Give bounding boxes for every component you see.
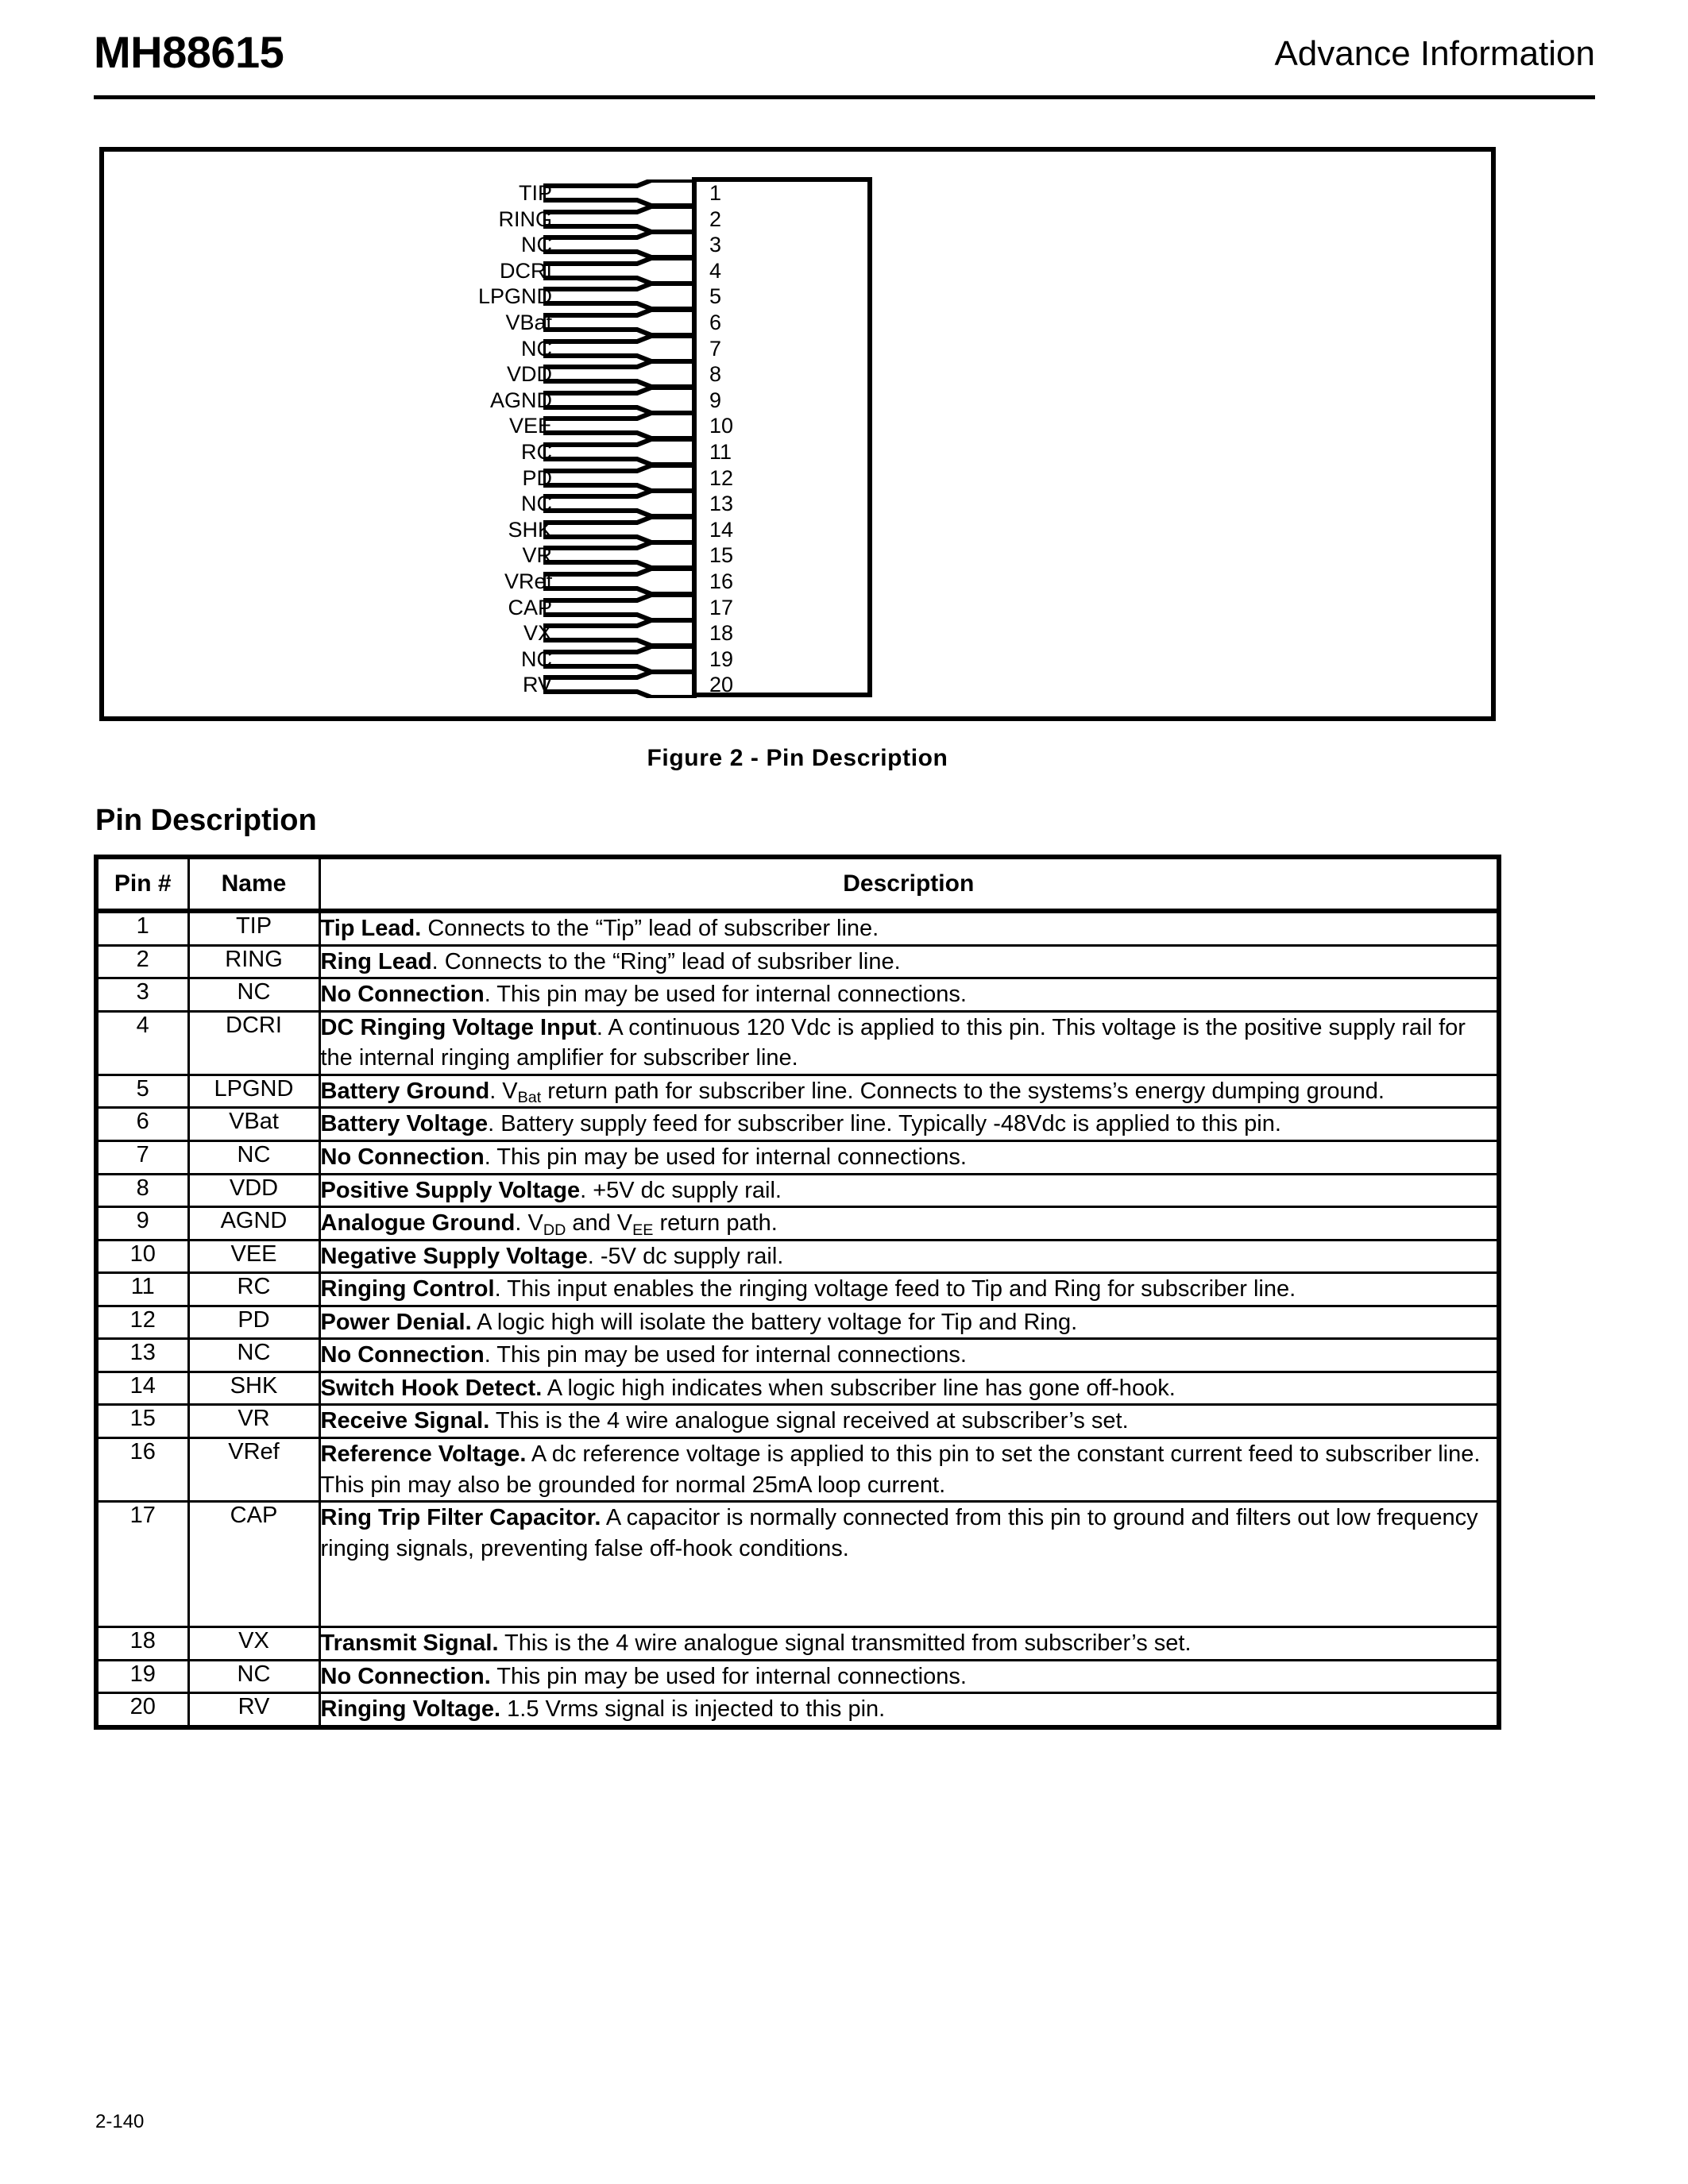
pin-description-body: . This input enables the ringing voltage feed to Tip and Ring for subscriber line. (494, 1276, 1296, 1302)
pin-description-table-wrapper (94, 855, 1501, 1730)
cell-pin-name: CAP (188, 1502, 319, 1627)
pin-number-label: 15 (709, 543, 734, 568)
pin-number-label: 5 (709, 284, 722, 309)
column-header-name: Name (188, 859, 319, 911)
pin-row (104, 206, 1491, 233)
cell-pin-name: RING (188, 945, 319, 978)
cell-pin-number: 1 (98, 911, 188, 945)
pin-lead-icon (543, 594, 697, 621)
pin-lead-icon (543, 516, 697, 543)
cell-pin-number: 5 (98, 1075, 188, 1108)
pin-lead-icon (543, 542, 697, 569)
column-header-pin: Pin # (98, 859, 188, 911)
pin-description-term: Battery Ground (320, 1078, 490, 1104)
pin-row (104, 646, 1491, 673)
pin-signal-label: RING (498, 206, 552, 231)
pin-row (104, 257, 1491, 284)
cell-pin-number: 6 (98, 1108, 188, 1141)
pin-lead-icon (543, 231, 697, 258)
cell-pin-number: 20 (98, 1693, 188, 1725)
pin-description-body: 1.5 Vrms signal is injected to this pin. (500, 1696, 886, 1723)
pin-description-body: This is the 4 wire analogue signal transmitted from subscriber’s set. (498, 1630, 1192, 1657)
pin-number-label: 1 (709, 181, 722, 205)
pin-signal-label: VEE (508, 414, 552, 438)
cell-pin-name: RC (188, 1273, 319, 1306)
pin-lead-icon (543, 490, 697, 517)
pin-signal-label: VBat (505, 311, 552, 334)
pin-signal-label: VX (523, 621, 552, 646)
pin-description-body: Connects to the “Tip” lead of subscriber line. (421, 916, 879, 941)
cell-pin-number: 7 (98, 1140, 188, 1174)
document-status-label: Advance Information (1274, 34, 1595, 73)
cell-pin-description (319, 945, 1497, 978)
pin-description-body: A dc reference voltage is applied to this pin to set the constant current feed to subscriber line. This pin may also be grounded for normal 25mA loop current. (320, 1441, 1481, 1498)
pin-lead-icon (543, 465, 697, 492)
pin-number-label: 17 (709, 595, 734, 619)
pin-lead-icon (543, 179, 697, 206)
pin-signal-label: LPGND (477, 284, 552, 309)
cell-pin-description (319, 1174, 1497, 1207)
table-row (98, 1438, 1497, 1502)
table-row (98, 1240, 1497, 1273)
pin-lead-icon (543, 671, 697, 698)
pin-description-term: No Connection (320, 1144, 485, 1170)
pin-description-term: Reference Voltage. (320, 1441, 527, 1467)
cell-pin-name: VX (188, 1627, 319, 1661)
pin-number-label: 18 (709, 621, 734, 646)
pin-row (104, 619, 1491, 646)
cell-pin-description (319, 1502, 1497, 1627)
cell-pin-description (319, 1660, 1497, 1693)
pin-description-term: Battery Voltage (320, 1111, 489, 1137)
cell-pin-name: VBat (188, 1108, 319, 1141)
pin-number-label: 2 (709, 206, 722, 231)
pin-description-term: Analogue Ground (320, 1210, 516, 1237)
pin-description-term: Receive Signal. (320, 1408, 490, 1434)
pin-description-term: Switch Hook Detect. (320, 1375, 543, 1401)
pin-description-body: This is the 4 wire analogue signal received at subscriber’s set. (489, 1408, 1129, 1434)
pin-description-body: . +5V dc supply rail. (580, 1177, 782, 1203)
pin-description-term: No Connection (320, 1342, 485, 1368)
pin-number-label: 16 (709, 569, 734, 593)
cell-pin-description (319, 1273, 1497, 1306)
cell-pin-description (319, 978, 1497, 1012)
pin-row (104, 283, 1491, 310)
pin-description-term: No Connection (320, 982, 485, 1008)
pin-signal-label: TIP (518, 181, 552, 205)
cell-pin-name: VR (188, 1405, 319, 1438)
table-row (98, 1339, 1497, 1372)
pin-description-term: Ring Trip Filter Capacitor. (320, 1505, 601, 1531)
cell-pin-number: 3 (98, 978, 188, 1012)
pin-description-body: A logic high will isolate the battery voltage for Tip and Ring. (471, 1309, 1078, 1335)
pin-row (104, 361, 1491, 388)
cell-pin-number: 12 (98, 1306, 188, 1339)
pin-signal-label: NC (521, 233, 552, 257)
table-header-row (98, 859, 1497, 911)
pin-signal-label: NC (521, 646, 552, 671)
cell-pin-number: 8 (98, 1174, 188, 1207)
cell-pin-name: NC (188, 1140, 319, 1174)
pin-signal-label: NC (521, 492, 552, 516)
pin-number-label: 3 (709, 233, 722, 257)
page-header (94, 25, 1595, 98)
pin-signal-label: VDD (506, 362, 552, 387)
table-row (98, 1108, 1497, 1141)
cell-pin-description (319, 1372, 1497, 1405)
cell-pin-number: 19 (98, 1660, 188, 1693)
table-row (98, 1405, 1497, 1438)
table-row (98, 1372, 1497, 1405)
pin-description-table (98, 859, 1497, 1725)
cell-pin-description (319, 1240, 1497, 1273)
table-row (98, 1306, 1497, 1339)
pin-signal-label: NC (521, 336, 552, 361)
pin-description-body: . $V_{DD}$ and $V_{EE}$ return path. (515, 1210, 778, 1239)
pin-row (104, 335, 1491, 362)
pin-row (104, 387, 1491, 414)
cell-pin-description (319, 1108, 1497, 1141)
pin-lead-icon (543, 361, 697, 388)
pin-number-label: 4 (709, 258, 722, 283)
cell-pin-name: PD (188, 1306, 319, 1339)
cell-pin-number: 9 (98, 1207, 188, 1241)
cell-pin-number: 11 (98, 1273, 188, 1306)
cell-pin-description (319, 1207, 1497, 1241)
table-row (98, 1627, 1497, 1661)
pin-lead-icon (543, 438, 697, 465)
cell-pin-description (319, 1075, 1497, 1108)
cell-pin-description (319, 1693, 1497, 1725)
cell-pin-name: VDD (188, 1174, 319, 1207)
pin-signal-label: DCRI (500, 258, 552, 283)
pin-lead-icon (543, 646, 697, 673)
pin-row (104, 671, 1491, 698)
pin-row (104, 179, 1491, 206)
table-row (98, 1174, 1497, 1207)
page-title: Pin Description (95, 804, 317, 837)
pin-signal-label: CAP (508, 595, 552, 619)
table-row (98, 978, 1497, 1012)
header-divider (94, 95, 1595, 99)
pin-number-label: 10 (709, 414, 734, 438)
pin-signal-label: VRef (504, 569, 552, 593)
table-row (98, 1075, 1497, 1108)
cell-pin-number: 4 (98, 1011, 188, 1075)
pin-row (104, 231, 1491, 258)
cell-pin-name: AGND (188, 1207, 319, 1241)
pin-signal-label: AGND (489, 388, 552, 412)
pin-lead-icon (543, 335, 697, 362)
pin-signal-label: RV (522, 673, 552, 697)
pin-lead-icon (543, 387, 697, 414)
column-header-description: Description (319, 859, 1497, 911)
pin-lead-icon (543, 283, 697, 310)
pin-description-body: . This pin may be used for internal connections. (484, 982, 967, 1008)
cell-pin-number: 16 (98, 1438, 188, 1502)
cell-pin-number: 15 (98, 1405, 188, 1438)
pin-description-term: DC Ringing Voltage Input (320, 1014, 597, 1040)
pin-description-body: This pin may be used for internal connections. (490, 1663, 967, 1689)
pin-description-body: . This pin may be used for internal connections. (484, 1144, 967, 1170)
cell-pin-name: VRef (188, 1438, 319, 1502)
cell-pin-name: TIP (188, 911, 319, 945)
pin-row (104, 516, 1491, 543)
pin-number-label: 9 (709, 388, 722, 412)
cell-pin-name: NC (188, 978, 319, 1012)
pin-row (104, 568, 1491, 595)
pin-lead-icon (543, 309, 697, 336)
pin-description-term: Ring Lead (320, 948, 432, 974)
pin-description-body: . Connects to the “Ring” lead of subsriber line. (431, 948, 901, 974)
pin-lead-icon (543, 568, 697, 595)
cell-pin-description (319, 1438, 1497, 1502)
pin-description-body: A logic high indicates when subscriber line has gone off-hook. (542, 1375, 1176, 1401)
cell-pin-name: SHK (188, 1372, 319, 1405)
pin-description-term: Negative Supply Voltage (320, 1243, 588, 1269)
cell-pin-name: LPGND (188, 1075, 319, 1108)
pin-row (104, 542, 1491, 569)
table-row (98, 911, 1497, 945)
table-row (98, 1207, 1497, 1241)
pin-number-label: 6 (709, 311, 722, 334)
pin-row (104, 438, 1491, 465)
pin-row (104, 490, 1491, 517)
pin-number-label: 8 (709, 362, 722, 387)
pin-description-term: Transmit Signal. (320, 1630, 499, 1657)
cell-pin-description (319, 1306, 1497, 1339)
figure-caption: Figure 2 - Pin Description (647, 745, 948, 771)
pin-description-body: . $V_{Bat}$ return path for subscriber line. Connects to the systems’s energy dumping ground. (489, 1078, 1385, 1107)
table-row (98, 1011, 1497, 1075)
table-row (98, 1140, 1497, 1174)
cell-pin-description (319, 1627, 1497, 1661)
cell-pin-number: 17 (98, 1502, 188, 1627)
cell-pin-name: NC (188, 1339, 319, 1372)
pin-row (104, 594, 1491, 621)
cell-pin-description (319, 1339, 1497, 1372)
pin-number-label: 13 (709, 492, 734, 516)
pin-description-term: No Connection. (320, 1663, 491, 1689)
pin-row (104, 309, 1491, 336)
pin-number-label: 7 (709, 336, 722, 361)
cell-pin-number: 10 (98, 1240, 188, 1273)
pin-description-body: A capacitor is normally connected from this pin to ground and filters out low frequency ringing signals, preventing false off-hook conditions. (320, 1505, 1478, 1561)
pin-description-body: . -5V dc supply rail. (587, 1243, 784, 1269)
cell-pin-number: 13 (98, 1339, 188, 1372)
pin-description-term: Ringing Voltage. (320, 1696, 501, 1723)
pin-description-term: Ringing Control (320, 1276, 495, 1302)
part-number-title: MH88615 (94, 27, 284, 77)
pin-description-term: Positive Supply Voltage (320, 1177, 581, 1203)
pin-description-term: Tip Lead. (320, 916, 422, 941)
pin-signal-label: SHK (508, 517, 552, 542)
table-row (98, 1660, 1497, 1693)
pin-lead-icon (543, 206, 697, 233)
table-row (98, 1502, 1497, 1627)
cell-pin-name: VEE (188, 1240, 319, 1273)
table-row (98, 945, 1497, 978)
cell-pin-name: NC (188, 1660, 319, 1693)
cell-pin-name: RV (188, 1693, 319, 1725)
pin-lead-icon (543, 257, 697, 284)
pin-signal-label: VR (522, 543, 552, 568)
pin-row (104, 465, 1491, 492)
footer-page-number: 2-140 (95, 2111, 145, 2132)
pin-number-label: 11 (709, 440, 732, 464)
pin-diagram-figure (99, 147, 1496, 721)
pin-description-body: . A continuous 120 Vdc is applied to this pin. This voltage is the positive supply rail for the internal ringing amplifier for subscriber line. (320, 1014, 1466, 1071)
cell-pin-description (319, 1011, 1497, 1075)
pin-row (104, 412, 1491, 439)
pin-number-label: 19 (709, 646, 734, 671)
pin-description-body: . This pin may be used for internal connections. (484, 1342, 967, 1368)
pin-lead-icon (543, 619, 697, 646)
pin-signal-label: RC (521, 440, 552, 464)
pin-lead-stack (104, 152, 1491, 716)
cell-pin-description (319, 1405, 1497, 1438)
cell-pin-number: 2 (98, 945, 188, 978)
pin-lead-icon (543, 412, 697, 439)
pin-number-label: 14 (709, 517, 734, 542)
cell-pin-number: 14 (98, 1372, 188, 1405)
pin-number-label: 20 (709, 673, 734, 697)
pin-signal-label: PD (522, 465, 552, 490)
cell-pin-number: 18 (98, 1627, 188, 1661)
table-row (98, 1693, 1497, 1725)
pin-description-body: . Battery supply feed for subscriber line. Typically -48Vdc is applied to this pin. (488, 1111, 1281, 1137)
cell-pin-name: DCRI (188, 1011, 319, 1075)
pin-number-label: 12 (709, 465, 734, 490)
cell-pin-description (319, 911, 1497, 945)
table-row (98, 1273, 1497, 1306)
cell-pin-description (319, 1140, 1497, 1174)
pin-description-term: Power Denial. (320, 1309, 472, 1335)
